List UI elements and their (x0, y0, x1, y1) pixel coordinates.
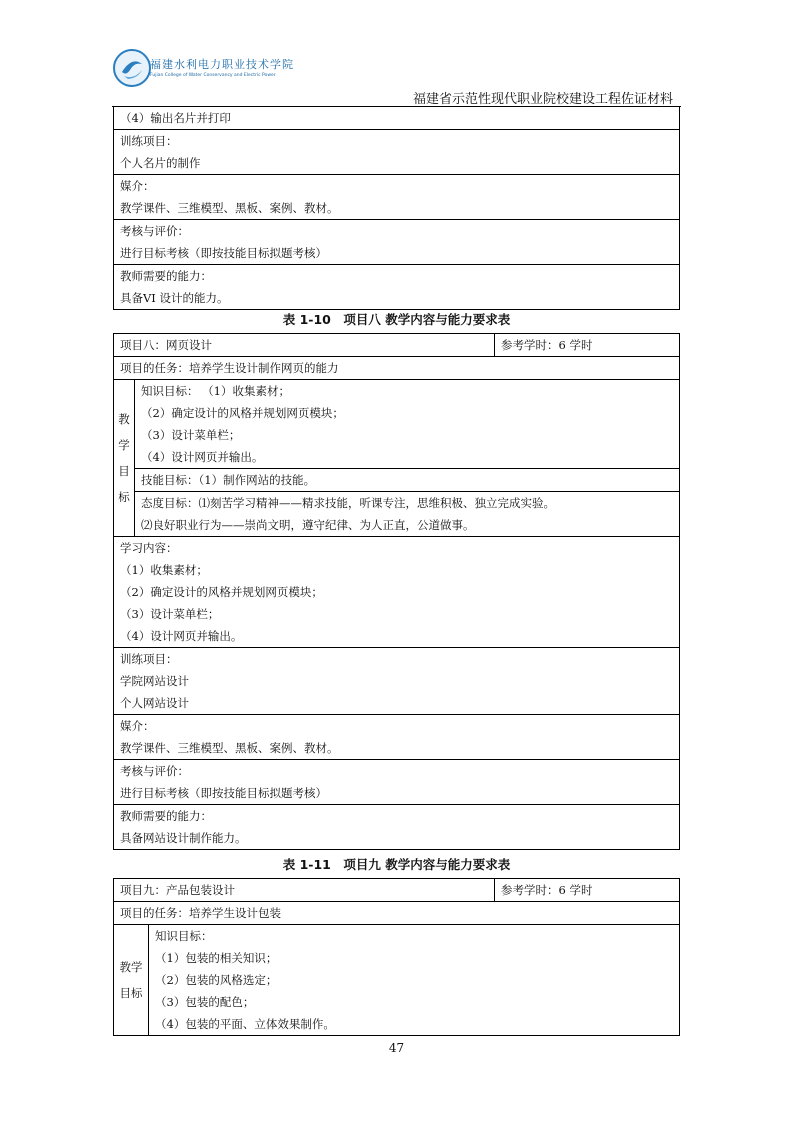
project-name-cell: 项目九：产品包装设计 (114, 879, 495, 902)
task-cell: 项目的任务：培养学生设计包装 (114, 902, 680, 925)
hours-cell: 参考学时：6 学时 (495, 879, 680, 902)
media-cell: 媒介： 教学课件、三维模型、黑板、案例、教材。 (114, 715, 680, 760)
page-number: 47 (388, 1041, 405, 1055)
hours-cell: 参考学时：6 学时 (495, 334, 680, 357)
page-header-title: 福建省示范性现代职业院校建设工程佐证材料 (412, 92, 673, 107)
table-row: （4）输出名片并打印 (114, 107, 680, 130)
logo-text: 福建水利电力职业技术学院 (150, 58, 294, 71)
logo-subtext: Fujian College of Water Conservancy and Electric Power (150, 73, 276, 78)
knowledge-goal-cell: 知识目标： （1）收集素材； （2）确定设计的风格并规划网页模块； （3）设计菜单栏； （4）设计网页并输出。 (135, 380, 680, 469)
table-row: 教师需要的能力： 具备VI 设计的能力。 (114, 265, 680, 310)
project-name-cell: 项目八：网页设计 (114, 334, 495, 357)
table-row: 媒介： 教学课件、三维模型、黑板、案例、教材。 (114, 175, 680, 220)
learning-content-cell: 学习内容： （1）收集素材； （2）确定设计的风格并规划网页模块； （3）设计菜单栏； （4）设计网页并输出。 (114, 537, 680, 648)
table-row: 考核与评价： 进行目标考核（即按技能目标拟题考核） (114, 220, 680, 265)
college-emblem-icon (112, 48, 152, 88)
table-caption: 表 1-10 项目八 教学内容与能力要求表 (282, 312, 511, 327)
table-continuation (113, 106, 680, 310)
table-1-10 (113, 333, 680, 850)
training-cell: 训练项目： 学院网站设计 个人网站设计 (114, 648, 680, 715)
task-cell: 项目的任务：培养学生设计制作网页的能力 (114, 357, 680, 380)
knowledge-goal-cell: 知识目标： （1）包装的相关知识； （2）包装的风格选定； （3）包装的配色； （4）包装的平面、立体效果制作。 (149, 925, 680, 1036)
table-row: 训练项目： 个人名片的制作 (114, 130, 680, 175)
attitude-goal-cell: 态度目标：⑴刻苦学习精神——精求技能，听课专注，思维积极、独立完成实验。 ⑵良好职业行为——崇尚文明，遵守纪律、为人正直，公道做事。 (135, 492, 680, 537)
goal-label-cell: 教 学 目 标 (114, 380, 135, 537)
teacher-ability-cell: 教师需要的能力： 具备网站设计制作能力。 (114, 805, 680, 850)
table-1-11 (113, 878, 680, 1036)
assessment-cell: 考核与评价： 进行目标考核（即按技能目标拟题考核） (114, 760, 680, 805)
skill-goal-cell: 技能目标：（1）制作网站的技能。 (135, 469, 680, 492)
table-caption: 表 1-11 项目九 教学内容与能力要求表 (282, 857, 511, 872)
goal-label-cell: 教学 目标 (114, 925, 149, 1036)
